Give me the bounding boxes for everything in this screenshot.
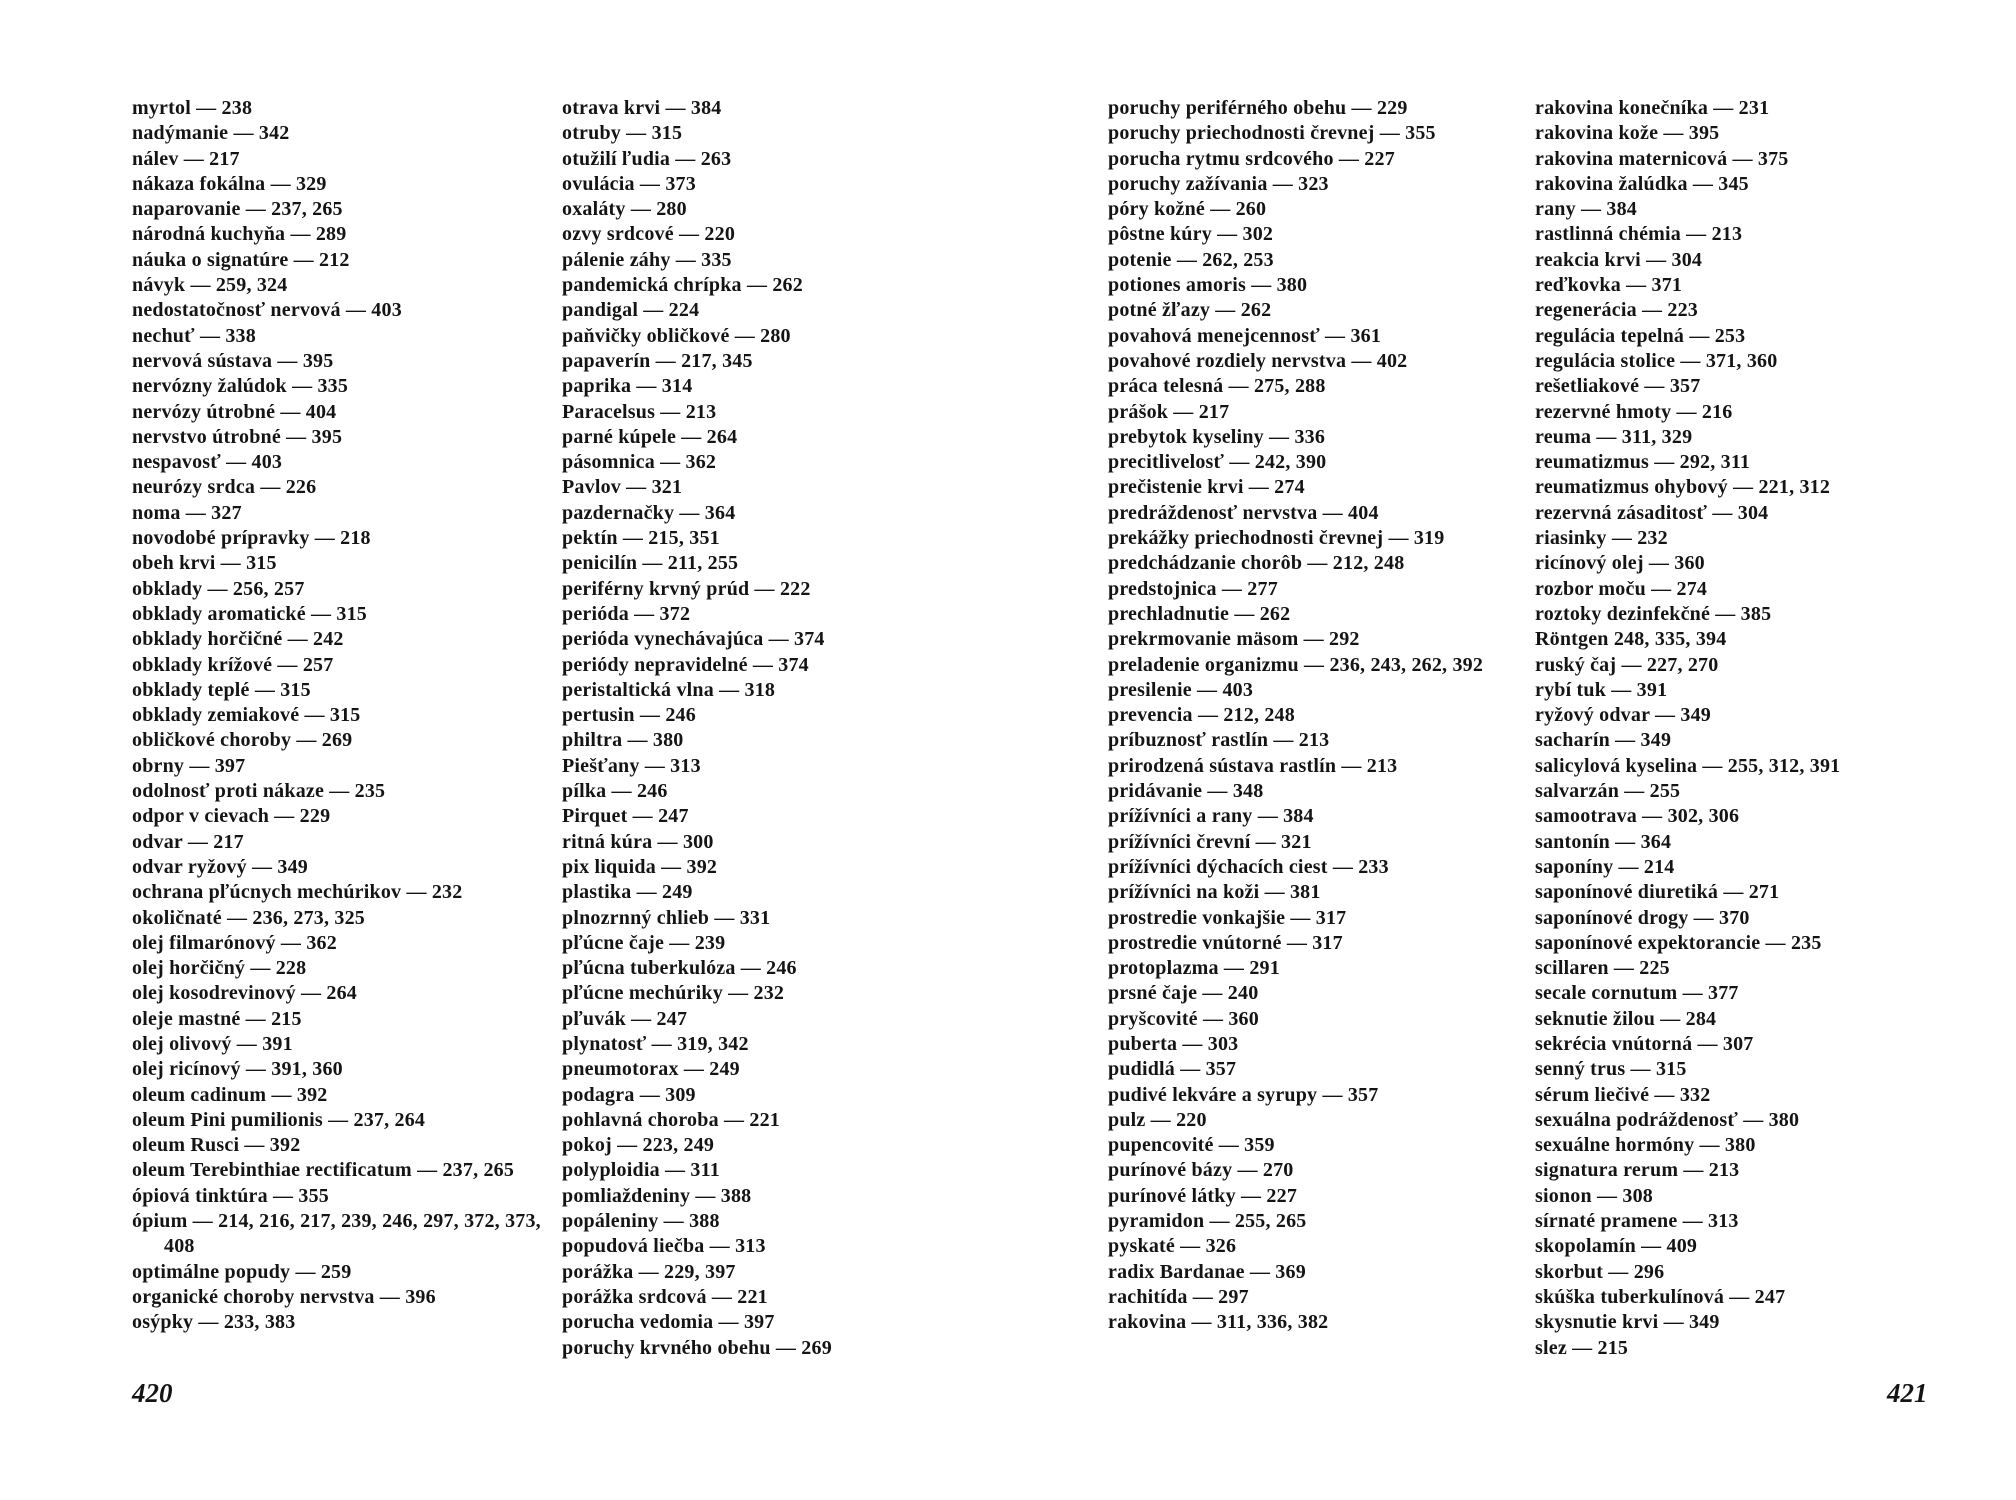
index-entry: riasinky — 232 — [1535, 527, 1668, 550]
index-entry: skopolamín — 409 — [1535, 1235, 1698, 1258]
index-entry: obklady teplé — 315 — [132, 678, 311, 701]
index-entry: prečistenie krvi — 274 — [1108, 476, 1305, 499]
index-entry: preladenie organizmu — 236, 243, 262, 392 — [1108, 653, 1484, 676]
index-entry: pandemická chrípka — 262 — [562, 274, 803, 297]
index-entry: nespavosť — 403 — [132, 451, 283, 474]
index-entry: philtra — 380 — [562, 729, 684, 752]
index-entry: peristaltická vlna — 318 — [562, 678, 776, 701]
index-entry: ópium — 214, 216, 217, 239, 246, 297, 372, 373, 408 — [132, 1210, 541, 1258]
index-entry: oxaláty — 280 — [562, 198, 687, 221]
index-entry: regulácia stolice — 371, 360 — [1535, 349, 1778, 372]
index-entry: polyploidia — 311 — [562, 1159, 720, 1182]
index-entry: prevencia — 212, 248 — [1108, 704, 1295, 727]
index-entry: sexuálne hormóny — 380 — [1535, 1134, 1756, 1157]
index-entry: ryžový odvar — 349 — [1535, 704, 1711, 727]
index-entry: rakovina žalúdka — 345 — [1535, 172, 1749, 195]
index-entry: póry kožné — 260 — [1108, 198, 1267, 221]
index-entry: reďkovka — 371 — [1535, 274, 1683, 297]
index-entry: predstojnica — 277 — [1108, 577, 1278, 600]
index-entry: oleje mastné — 215 — [132, 1007, 302, 1030]
index-entry: rešetliakové — 357 — [1535, 375, 1701, 398]
index-entry: reumatizmus ohybový — 221, 312 — [1535, 476, 1831, 499]
index-entry: puberta — 303 — [1108, 1032, 1239, 1055]
index-entry: plnozrnný chlieb — 331 — [562, 906, 771, 929]
index-entry: salicylová kyselina — 255, 312, 391 — [1535, 754, 1841, 777]
index-entry: rastlinná chémia — 213 — [1535, 223, 1743, 246]
index-entry: ovulácia — 373 — [562, 172, 696, 195]
index-entry: pokoj — 223, 249 — [562, 1134, 715, 1157]
index-entry: rakovina — 311, 336, 382 — [1108, 1311, 1329, 1334]
index-entry: návyk — 259, 324 — [132, 274, 288, 297]
index-entry: olej olivový — 391 — [132, 1032, 293, 1055]
index-entry: paprika — 314 — [562, 375, 693, 398]
index-entry: periódy nepravidelné — 374 — [562, 653, 809, 676]
index-entry: pertusin — 246 — [562, 704, 696, 727]
index-entry: neurózy srdca — 226 — [132, 476, 317, 499]
index-column-3 — [1108, 96, 1538, 1336]
index-entry: purínové bázy — 270 — [1108, 1159, 1294, 1182]
index-entry: osýpky — 233, 383 — [132, 1311, 296, 1334]
index-entry: salvarzán — 255 — [1535, 780, 1681, 803]
index-entry: porážka — 229, 397 — [562, 1260, 736, 1283]
page-number-left: 420 — [132, 1378, 173, 1408]
index-entry: rany — 384 — [1535, 198, 1637, 221]
index-entry: nákaza fokálna — 329 — [132, 172, 327, 195]
index-entry: obklady krížové — 257 — [132, 653, 334, 676]
index-entry: pásomnica — 362 — [562, 451, 717, 474]
index-entry: olej filmarónový — 362 — [132, 931, 337, 954]
index-entry: ozvy srdcové — 220 — [562, 223, 736, 246]
index-entry: penicilín — 211, 255 — [562, 552, 739, 575]
index-entry: odpor v cievach — 229 — [132, 805, 331, 828]
index-entry: obklady zemiakové — 315 — [132, 704, 361, 727]
index-entry: plynatosť — 319, 342 — [562, 1032, 749, 1055]
index-entry: parné kúpele — 264 — [562, 425, 738, 448]
index-entry: naparovanie — 237, 265 — [132, 198, 343, 221]
index-entry: potiones amoris — 380 — [1108, 274, 1308, 297]
index-entry: ochrana pľúcnych mechúrikov — 232 — [132, 881, 463, 904]
index-entry: odvar ryžový — 349 — [132, 855, 308, 878]
index-entry: skúška tuberkulínová — 247 — [1535, 1285, 1786, 1308]
index-entry: perióda vynechávajúca — 374 — [562, 628, 825, 651]
index-entry: odolnosť proti nákaze — 235 — [132, 780, 386, 803]
index-entry: pridávanie — 348 — [1108, 780, 1264, 803]
index-entry: potenie — 262, 253 — [1108, 248, 1274, 271]
index-entry: saponíny — 214 — [1535, 855, 1675, 878]
index-entry: pľúcna tuberkulóza — 246 — [562, 957, 797, 980]
index-entry: rezervné hmoty — 216 — [1535, 400, 1733, 423]
index-entry: novodobé prípravky — 218 — [132, 527, 371, 550]
index-entry: otruby — 315 — [562, 122, 683, 145]
index-entry: nervózy útrobné — 404 — [132, 400, 337, 423]
index-entry: pílka — 246 — [562, 780, 668, 803]
index-entry: sírnaté pramene — 313 — [1535, 1210, 1739, 1233]
index-entry: samootrava — 302, 306 — [1535, 805, 1740, 828]
index-entry: pálenie záhy — 335 — [562, 248, 732, 271]
index-entry: prížívníci črevní — 321 — [1108, 830, 1312, 853]
index-column-2 — [562, 96, 992, 1361]
index-entry: Piešťany — 313 — [562, 754, 701, 777]
index-entry: predráždenosť nervstva — 404 — [1108, 501, 1379, 524]
index-entry: poruchy periférného obehu — 229 — [1108, 97, 1408, 119]
index-entry: oleum Rusci — 392 — [132, 1134, 301, 1157]
index-column-1 — [132, 96, 562, 1336]
index-entry: regenerácia — 223 — [1535, 299, 1698, 322]
index-entry: náuka o signatúre — 212 — [132, 248, 350, 271]
index-entry: skorbut — 296 — [1535, 1260, 1665, 1283]
index-entry: noma — 327 — [132, 501, 242, 524]
index-entry: radix Bardanae — 369 — [1108, 1260, 1306, 1283]
index-entry: nervstvo útrobné — 395 — [132, 425, 343, 448]
index-entry: práca telesná — 275, 288 — [1108, 375, 1326, 398]
index-entry: podagra — 309 — [562, 1083, 696, 1106]
index-entry: oleum Pini pumilionis — 237, 264 — [132, 1108, 426, 1131]
index-entry: skysnutie krvi — 349 — [1535, 1311, 1720, 1334]
index-entry: poruchy zažívania — 323 — [1108, 172, 1329, 195]
index-entry: prsné čaje — 240 — [1108, 982, 1259, 1005]
index-column-4 — [1535, 96, 1965, 1361]
index-entry: regulácia tepelná — 253 — [1535, 324, 1746, 347]
index-entry: presilenie — 403 — [1108, 678, 1254, 701]
index-entry: Röntgen 248, 335, 394 — [1535, 628, 1727, 651]
index-entry: otrava krvi — 384 — [562, 97, 722, 119]
index-entry: precitlivelosť — 242, 390 — [1108, 451, 1327, 474]
index-entry: olej horčičný — 228 — [132, 957, 307, 980]
index-entry: rezervná zásaditosť — 304 — [1535, 501, 1769, 524]
index-entry: sérum liečivé — 332 — [1535, 1083, 1711, 1106]
index-entry: santonín — 364 — [1535, 830, 1672, 853]
index-entry: prirodzená sústava rastlín — 213 — [1108, 754, 1398, 777]
index-entry: povahová menejcennosť — 361 — [1108, 324, 1382, 347]
index-entry: pektín — 215, 351 — [562, 527, 720, 550]
index-entry: obklady — 256, 257 — [132, 577, 305, 600]
index-entry: papaverín — 217, 345 — [562, 349, 753, 372]
index-entry: secale cornutum — 377 — [1535, 982, 1739, 1005]
index-entry: prekrmovanie mäsom — 292 — [1108, 628, 1360, 651]
page-number-right: 421 — [1887, 1378, 1928, 1408]
index-entry: porucha rytmu srdcového — 227 — [1108, 147, 1395, 170]
index-entry: senný trus — 315 — [1535, 1058, 1687, 1081]
index-entry: oleum Terebinthiae rectificatum — 237, 265 — [132, 1159, 515, 1182]
index-entry: prostredie vnútorné — 317 — [1108, 931, 1343, 954]
index-entry: prížívníci a rany — 384 — [1108, 805, 1314, 828]
index-entry: purínové látky — 227 — [1108, 1184, 1298, 1207]
index-entry: rybí tuk — 391 — [1535, 678, 1668, 701]
index-entry: paňvičky obličkové — 280 — [562, 324, 791, 347]
index-entry: pomliaždeniny — 388 — [562, 1184, 752, 1207]
index-entry: pandigal — 224 — [562, 299, 700, 322]
index-entry: prížívníci na koži — 381 — [1108, 881, 1321, 904]
index-entry: olej ricínový — 391, 360 — [132, 1058, 343, 1081]
index-entry: pryšcovité — 360 — [1108, 1007, 1259, 1030]
index-entry: obklady aromatické — 315 — [132, 602, 367, 625]
index-entry: olej kosodrevinový — 264 — [132, 982, 357, 1005]
index-entry: popáleniny — 388 — [562, 1210, 720, 1233]
index-entry: myrtol — 238 — [132, 97, 253, 119]
index-entry: nervózny žalúdok — 335 — [132, 375, 349, 398]
index-entry: protoplazma — 291 — [1108, 957, 1280, 980]
index-entry: pyskaté — 326 — [1108, 1235, 1237, 1258]
index-entry: signatura rerum — 213 — [1535, 1159, 1740, 1182]
index-entry: obrny — 397 — [132, 754, 246, 777]
index-entry: poruchy krvného obehu — 269 — [562, 1336, 832, 1359]
index-entry: pix liquida — 392 — [562, 855, 718, 878]
index-entry: slez — 215 — [1535, 1336, 1629, 1359]
index-entry: reuma — 311, 329 — [1535, 425, 1693, 448]
index-entry: nervová sústava — 395 — [132, 349, 334, 372]
index-entry: pohlavná choroba — 221 — [562, 1108, 780, 1131]
index-entry: predchádzanie chorôb — 212, 248 — [1108, 552, 1405, 575]
index-entry: pôstne kúry — 302 — [1108, 223, 1274, 246]
index-entry: rakovina kože — 395 — [1535, 122, 1720, 145]
index-entry: seknutie žilou — 284 — [1535, 1007, 1717, 1030]
index-entry: sacharín — 349 — [1535, 729, 1672, 752]
index-entry: pulz — 220 — [1108, 1108, 1207, 1131]
index-entry: otužilí ľudia — 263 — [562, 147, 732, 170]
index-entry: ritná kúra — 300 — [562, 830, 714, 853]
index-entry: sekrécia vnútorná — 307 — [1535, 1032, 1754, 1055]
index-entry: príbuznosť rastlín — 213 — [1108, 729, 1330, 752]
index-entry: oleum cadinum — 392 — [132, 1083, 328, 1106]
index-entry: prebytok kyseliny — 336 — [1108, 425, 1326, 448]
index-entry: nadýmanie — 342 — [132, 122, 290, 145]
index-entry: reumatizmus — 292, 311 — [1535, 451, 1751, 474]
index-entry: rozbor moču — 274 — [1535, 577, 1708, 600]
index-entry: ópiová tinktúra — 355 — [132, 1184, 330, 1207]
index-entry: prekážky priechodnosti črevnej — 319 — [1108, 527, 1445, 550]
index-entry: roztoky dezinfekčné — 385 — [1535, 602, 1772, 625]
index-entry: saponínové expektorancie — 235 — [1535, 931, 1822, 954]
index-entry: pneumotorax — 249 — [562, 1058, 740, 1081]
index-entry: povahové rozdiely nervstva — 402 — [1108, 349, 1408, 372]
index-entry: ricínový olej — 360 — [1535, 552, 1705, 575]
index-entry: obklady horčičné — 242 — [132, 628, 344, 651]
index-entry: reakcia krvi — 304 — [1535, 248, 1703, 271]
index-entry: obeh krvi — 315 — [132, 552, 277, 575]
index-entry: Pavlov — 321 — [562, 476, 683, 499]
index-entry: pudivé lekváre a syrupy — 357 — [1108, 1083, 1379, 1106]
index-entry: potné žľazy — 262 — [1108, 299, 1272, 322]
index-entry: nálev — 217 — [132, 147, 240, 170]
index-entry: pupencovité — 359 — [1108, 1134, 1275, 1157]
index-entry: rakovina maternicová — 375 — [1535, 147, 1789, 170]
index-entry: nedostatočnosť nervová — 403 — [132, 299, 402, 322]
index-entry: pľúcne mechúriky — 232 — [562, 982, 785, 1005]
index-entry: popudová liečba — 313 — [562, 1235, 766, 1258]
index-entry: periférny krvný prúd — 222 — [562, 577, 811, 600]
index-entry: saponínové drogy — 370 — [1535, 906, 1750, 929]
index-entry: Pirquet — 247 — [562, 805, 689, 828]
index-entry: pazdernačky — 364 — [562, 501, 736, 524]
index-entry: ruský čaj — 227, 270 — [1535, 653, 1719, 676]
index-entry: obličkové choroby — 269 — [132, 729, 353, 752]
index-entry: pľuvák — 247 — [562, 1007, 688, 1030]
index-entry: perióda — 372 — [562, 602, 691, 625]
index-entry: nechuť — 338 — [132, 324, 256, 347]
index-entry: sionon — 308 — [1535, 1184, 1653, 1207]
index-entry: pľúcne čaje — 239 — [562, 931, 726, 954]
index-entry: národná kuchyňa — 289 — [132, 223, 347, 246]
index-entry: okoličnaté — 236, 273, 325 — [132, 906, 365, 929]
index-entry: prechladnutie — 262 — [1108, 602, 1291, 625]
index-entry: rachitída — 297 — [1108, 1285, 1249, 1308]
index-entry: sexuálna podráždenosť — 380 — [1535, 1108, 1800, 1131]
index-entry: porážka srdcová — 221 — [562, 1285, 768, 1308]
index-entry: odvar — 217 — [132, 830, 244, 853]
index-entry: rakovina konečníka — 231 — [1535, 97, 1770, 119]
index-entry: scillaren — 225 — [1535, 957, 1670, 980]
index-entry: prížívníci dýchacích ciest — 233 — [1108, 855, 1389, 878]
index-entry: organické choroby nervstva — 396 — [132, 1285, 436, 1308]
index-entry: saponínové diuretiká — 271 — [1535, 881, 1780, 904]
index-entry: Paracelsus — 213 — [562, 400, 717, 423]
index-entry: prášok — 217 — [1108, 400, 1230, 423]
index-entry: prostredie vonkajšie — 317 — [1108, 906, 1347, 929]
index-entry: poruchy priechodnosti črevnej — 355 — [1108, 122, 1436, 145]
index-entry: pudidlá — 357 — [1108, 1058, 1237, 1081]
index-entry: plastika — 249 — [562, 881, 693, 904]
index-entry: pyramidon — 255, 265 — [1108, 1210, 1307, 1233]
index-entry: optimálne popudy — 259 — [132, 1260, 352, 1283]
index-entry: porucha vedomia — 397 — [562, 1311, 775, 1334]
